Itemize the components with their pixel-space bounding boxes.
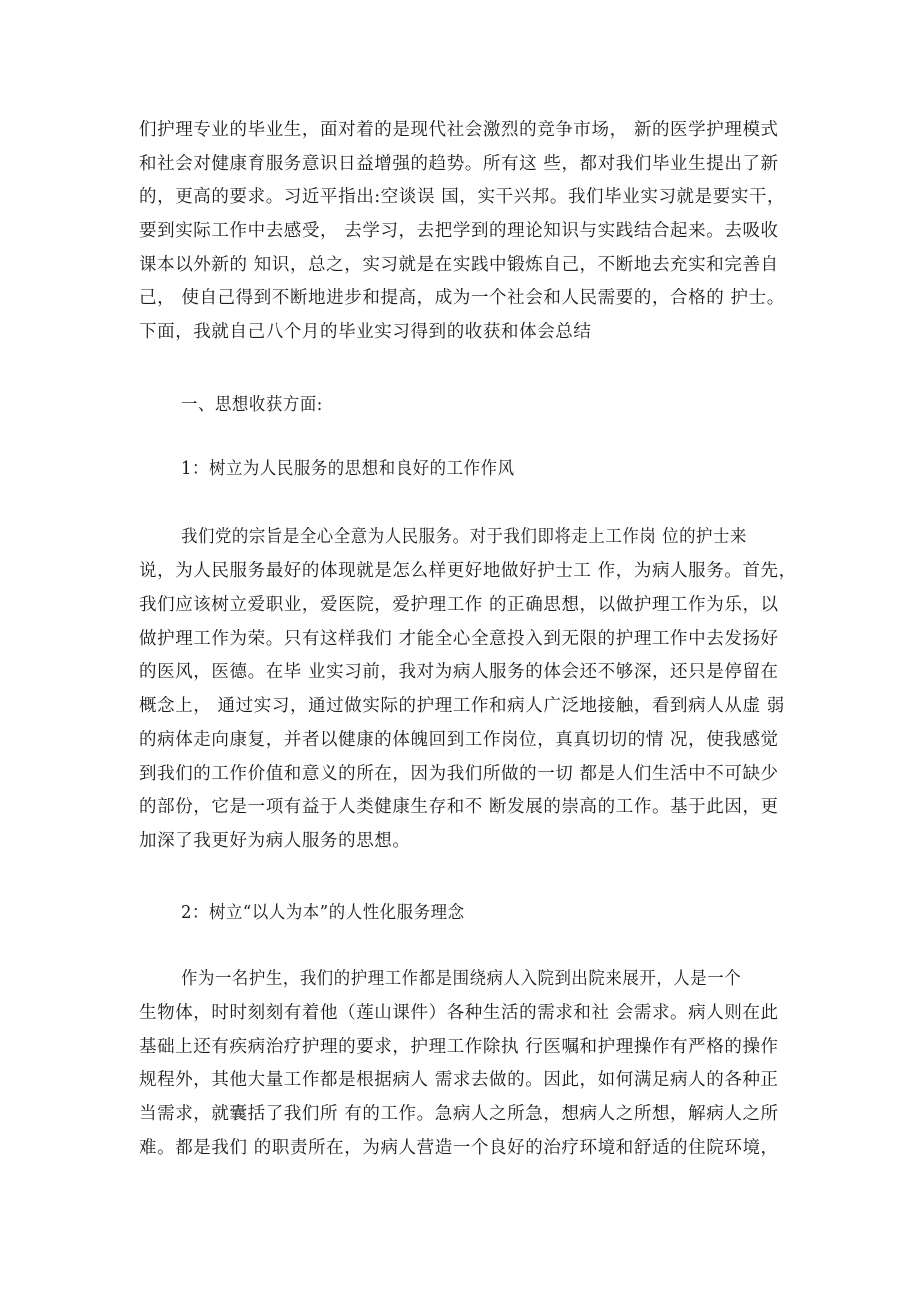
intro-line: 己， 使自己得到不断地进步和提高，成为一个社会和人民需要的，合格的 护士。: [139, 288, 785, 308]
paragraph-line: 做护理工作为荣。只有这样我们 才能全心全意投入到无限的护理工作中去发扬好: [139, 629, 779, 649]
paragraph-line: 概念上， 通过实习，通过做实际的护理工作和病人广泛地接触，看到病人从虚 弱: [139, 696, 785, 716]
intro-line: 和社会对健康育服务意识日益增强的趋势。所有这 些，都对我们毕业生提出了新: [139, 154, 779, 174]
paragraph-line: 基础上还有疾病治疗护理的要求，护理工作除执 行医嘱和护理操作有严格的操作: [139, 1037, 779, 1057]
paragraph-line: 的医风，医德。在毕 业实习前，我对为病人服务的体会还不够深，还只是停留在: [139, 662, 779, 682]
paragraph-line: 说，为人民服务最好的体现就是怎么样更好地做好护士工 作，为病人服务。首先，: [139, 561, 797, 581]
paragraph-line: 到我们的工作价值和意义的所在，因为我们所做的一切 都是人们生活中不可缺少: [139, 764, 779, 784]
paragraph-line: 难。都是我们 的职责所在，为病人营造一个良好的治疗环境和舒适的住院环境，: [139, 1138, 779, 1158]
intro-line: 下面，我就自己八个月的毕业实习得到的收获和体会总结: [139, 322, 592, 342]
section-title: 一、思想收获方面:: [181, 395, 323, 415]
intro-line: 们护理专业的毕业生，面对着的是现代社会激烈的竞争市场， 新的医学护理模式: [139, 120, 779, 140]
paragraph-line: 生物体，时时刻刻有着他（莲山课件）各种生活的需求和社 会需求。病人则在此: [139, 1003, 779, 1023]
subsection-title-2: 2：树立“以人为本”的人性化服务理念: [181, 903, 465, 923]
paragraph-line: 规程外，其他大量工作都是根据病人 需求去做的。因此，如何满足病人的各种正: [139, 1070, 779, 1090]
paragraph-line: 我们应该树立爱职业，爱医院，爱护理工作 的正确思想，以做护理工作为乐，以: [139, 595, 779, 615]
subsection-title-1: 1：树立为人民服务的思想和良好的工作作风: [181, 459, 515, 479]
paragraph-line: 作为一名护生，我们的护理工作都是围绕病人入院到出院来展开，人是一个: [181, 969, 742, 989]
paragraph-line: 加深了我更好为病人服务的思想。: [139, 831, 411, 851]
paragraph-line: 我们党的宗旨是全心全意为人民服务。对于我们即将走上工作岗 位的护士来: [181, 527, 747, 547]
intro-line: 要到实际工作中去感受， 去学习，去把学到的理论知识与实践结合起来。去吸收: [139, 221, 779, 241]
paragraph-line: 的病体走向康复，并者以健康的体魄回到工作岗位，真真切切的情 况，使我感觉: [139, 730, 779, 750]
paragraph-line: 的部份，它是一项有益于人类健康生存和不 断发展的崇高的工作。基于此因，更: [139, 797, 779, 817]
intro-line: 的，更高的要求。习近平指出:空谈误 国，实干兴邦。我们毕业实习就是要实干，: [139, 187, 786, 207]
intro-line: 课本以外新的 知识，总之，实习就是在实践中锻炼自己，不断地去充实和完善自: [139, 255, 779, 275]
paragraph-line: 当需求，就囊括了我们所 有的工作。急病人之所急，想病人之所想，解病人之所: [139, 1104, 779, 1124]
